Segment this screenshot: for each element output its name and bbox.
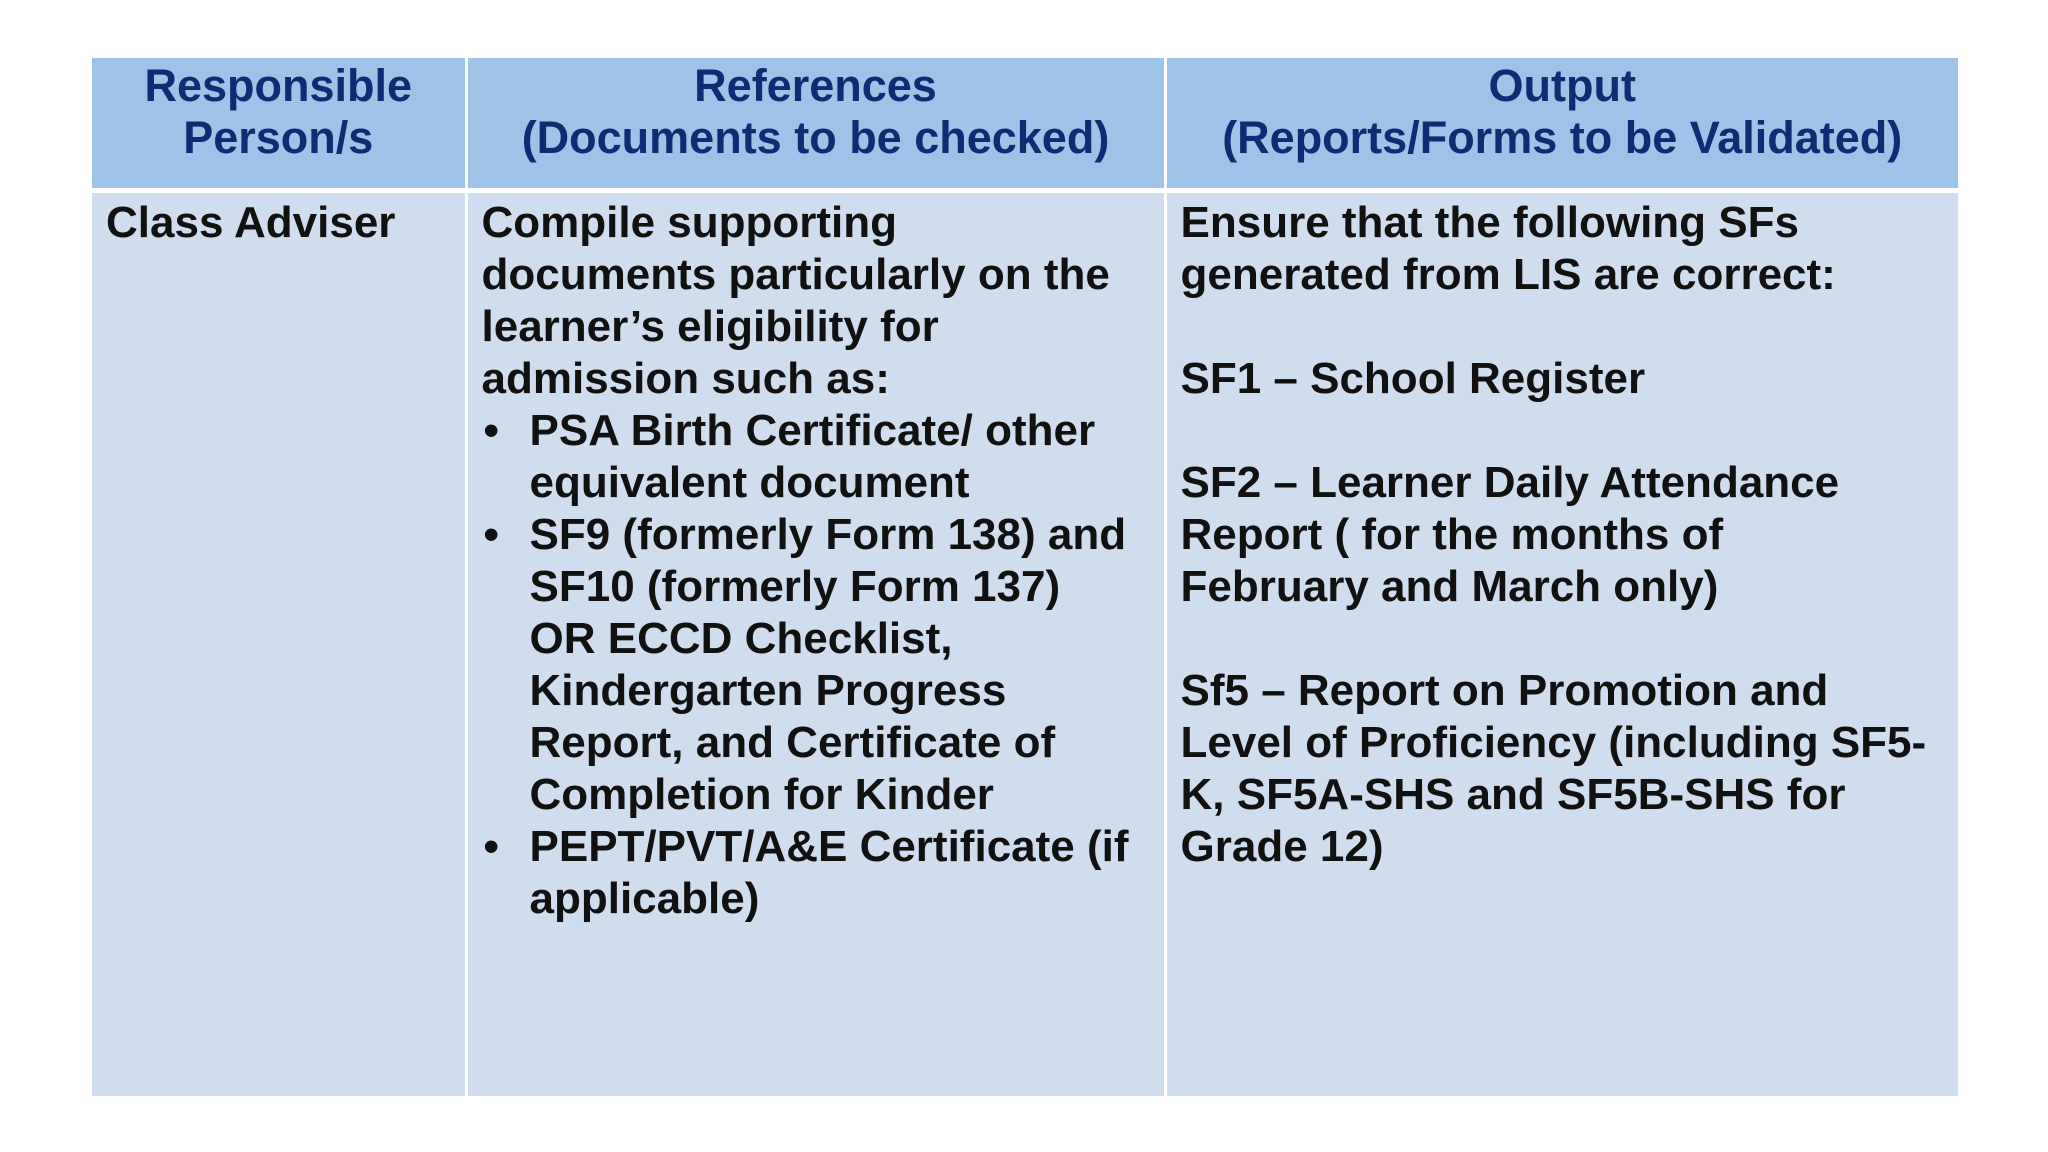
output-intro-line: generated from LIS are correct: [1180, 250, 1836, 299]
header-line: Person/s [183, 112, 374, 163]
header-references [466, 58, 1165, 191]
spacer [1181, 301, 1945, 353]
list-item [482, 405, 1150, 509]
output-item-line: K, SF5A-SHS and SF5B-SHS for [1180, 770, 1846, 819]
output-item-line: February and March only) [1180, 562, 1719, 611]
spacer [1181, 613, 1945, 665]
output-item-line: Sf5 – Report on Promotion and [1180, 666, 1829, 715]
references-intro-line: Compile supporting [481, 198, 898, 247]
output-item-line: SF2 – Learner Daily Attendance [1180, 458, 1840, 507]
header-line: References [694, 60, 937, 111]
output-item-line: Level of Proficiency (including SF5- [1180, 718, 1927, 767]
header-line: Responsible [144, 60, 413, 111]
table-row [92, 191, 1958, 1097]
validation-table [92, 58, 1958, 1096]
bullet-line: PSA Birth Certificate/ other [529, 406, 1096, 455]
bullet-line: applicable) [529, 874, 760, 923]
output-item-line: Report ( for the months of [1180, 510, 1724, 559]
header-output [1165, 58, 1958, 191]
bullet-icon: • [483, 510, 499, 559]
list-item [482, 509, 1150, 821]
header-line: (Documents to be checked) [521, 112, 1110, 163]
bullet-line: Completion for Kinder [529, 770, 994, 819]
table-header-row [92, 58, 1958, 191]
bullet-line: Kindergarten Progress [529, 666, 1007, 715]
cell-references [466, 191, 1165, 1097]
responsible-person: Class Adviser [106, 198, 396, 247]
output-intro-line: Ensure that the following SFs [1180, 198, 1799, 247]
bullet-line: SF9 (formerly Form 138) and [529, 510, 1127, 559]
bullet-line: SF10 (formerly Form 137) [529, 562, 1061, 611]
bullet-line: Report, and Certificate of [529, 718, 1056, 767]
references-bullet-list [482, 405, 1150, 925]
bullet-line: equivalent document [529, 458, 970, 507]
bullet-line: OR ECCD Checklist, [529, 614, 953, 663]
header-line: (Reports/Forms to be Validated) [1222, 112, 1903, 163]
output-item-line: SF1 – School Register [1180, 354, 1646, 403]
header-line: Output [1488, 60, 1636, 111]
output-item-line: Grade 12) [1180, 822, 1384, 871]
cell-responsible [92, 191, 466, 1097]
spacer [1181, 405, 1945, 457]
references-intro-line: admission such as: [481, 354, 890, 403]
header-responsible [92, 58, 466, 191]
list-item [482, 821, 1150, 925]
bullet-icon: • [483, 822, 499, 871]
bullet-line: PEPT/PVT/A&E Certificate (if [529, 822, 1129, 871]
cell-output [1165, 191, 1958, 1097]
references-intro-line: learner’s eligibility for [481, 302, 939, 351]
bullet-icon: • [483, 406, 499, 455]
references-intro-line: documents particularly on the [481, 250, 1110, 299]
